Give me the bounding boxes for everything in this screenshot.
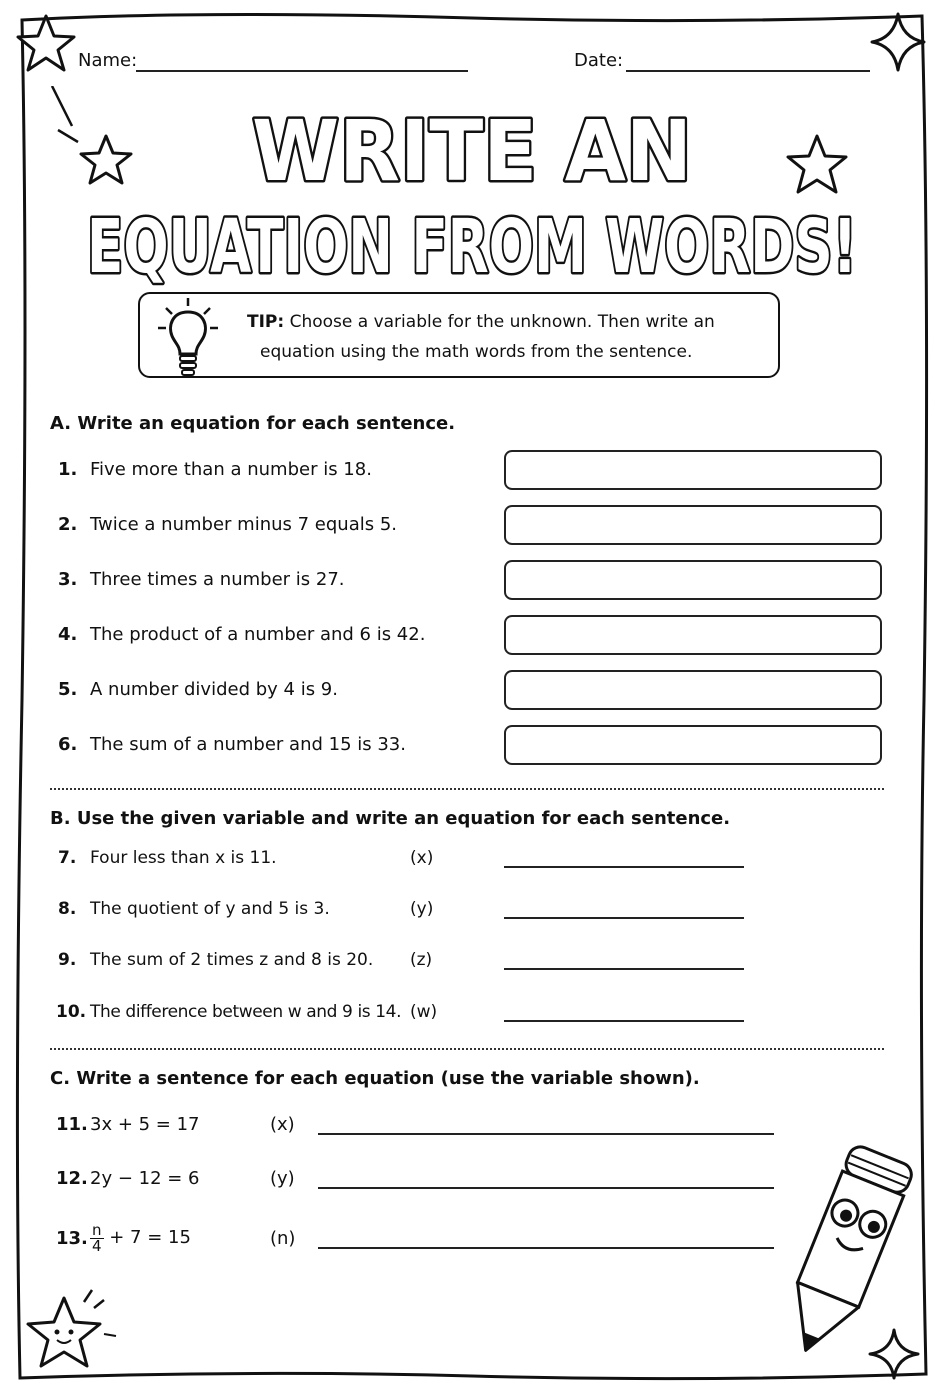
equation-text: 2y − 12 = 6 [90, 1168, 200, 1189]
question-text: The difference between w and 9 is 14. [90, 1002, 402, 1022]
page-title [60, 90, 884, 300]
item-number: 4. [58, 624, 78, 645]
section-c-heading: C. Write a sentence for each equation (use the variable shown). [50, 1068, 700, 1089]
fraction-numerator: n [92, 1220, 102, 1239]
answer-line[interactable] [504, 1020, 744, 1022]
item-number: 8. [58, 899, 77, 919]
lightbulb-icon [154, 296, 222, 378]
answer-line[interactable] [318, 1187, 774, 1189]
section-b-heading: B. Use the given variable and write an equation for each sentence. [50, 808, 731, 829]
tip-text-line-2: equation using the math words from the sentence. [260, 342, 693, 362]
item-number: 12. [56, 1168, 88, 1189]
question-text: The product of a number and 6 is 42. [90, 624, 426, 645]
question-text: The quotient of y and 5 is 3. [90, 899, 330, 919]
variable-label: (y) [270, 1168, 295, 1189]
answer-box[interactable] [504, 505, 882, 545]
answer-line[interactable] [504, 917, 744, 919]
equation-rest: + 7 = 15 [109, 1227, 191, 1248]
item-number: 7. [58, 848, 77, 868]
question-text: Four less than x is 11. [90, 848, 277, 868]
item-number: 9. [58, 950, 77, 970]
section-divider [50, 788, 884, 790]
item-number: 2. [58, 514, 78, 535]
variable-label: (x) [270, 1114, 295, 1135]
variable-label: (n) [270, 1228, 296, 1249]
date-field[interactable] [626, 70, 870, 72]
answer-box[interactable] [504, 670, 882, 710]
answer-line[interactable] [504, 968, 744, 970]
tip-label: TIP: [247, 312, 285, 332]
title-line-2: EQUATION FROM WORDS! [87, 204, 857, 290]
variable-label: (z) [410, 950, 433, 970]
answer-box[interactable] [504, 615, 882, 655]
title-line-1: WRITE AN [252, 102, 692, 200]
item-number: 5. [58, 679, 78, 700]
section-divider [50, 1048, 884, 1050]
answer-line[interactable] [504, 866, 744, 868]
fraction-denominator: 4 [91, 1236, 102, 1255]
name-field[interactable] [136, 70, 468, 72]
fraction [90, 1220, 104, 1255]
variable-label: (w) [410, 1002, 438, 1022]
item-number: 13. [56, 1228, 88, 1249]
tip-box [138, 292, 780, 378]
item-number: 11. [56, 1114, 88, 1135]
star-icon [14, 12, 78, 76]
question-text: The sum of 2 times z and 8 is 20. [90, 950, 374, 970]
question-text: The sum of a number and 15 is 33. [90, 734, 406, 755]
variable-label: (x) [410, 848, 434, 868]
question-text: A number divided by 4 is 9. [90, 679, 338, 700]
tip-text-line-1: Choose a variable for the unknown. Then write an [289, 312, 715, 332]
pencil-mascot-icon [770, 1138, 920, 1368]
section-a-heading: A. Write an equation for each sentence. [50, 413, 456, 434]
item-number: 1. [58, 459, 78, 480]
item-number: 6. [58, 734, 78, 755]
equation-text [90, 1218, 191, 1258]
question-text: Twice a number minus 7 equals 5. [90, 514, 397, 535]
date-label: Date: [574, 50, 624, 71]
equation-text: 3x + 5 = 17 [90, 1114, 200, 1135]
question-text: Five more than a number is 18. [90, 459, 372, 480]
item-number: 10. [56, 1002, 87, 1022]
item-number: 3. [58, 569, 78, 590]
answer-box[interactable] [504, 725, 882, 765]
answer-line[interactable] [318, 1247, 774, 1249]
sparkle-icon [868, 10, 928, 74]
answer-line[interactable] [318, 1133, 774, 1135]
question-text: Three times a number is 27. [90, 569, 345, 590]
variable-label: (y) [410, 899, 434, 919]
smiling-star-icon [22, 1284, 122, 1376]
name-label: Name: [78, 50, 138, 71]
answer-box[interactable] [504, 560, 882, 600]
answer-box[interactable] [504, 450, 882, 490]
